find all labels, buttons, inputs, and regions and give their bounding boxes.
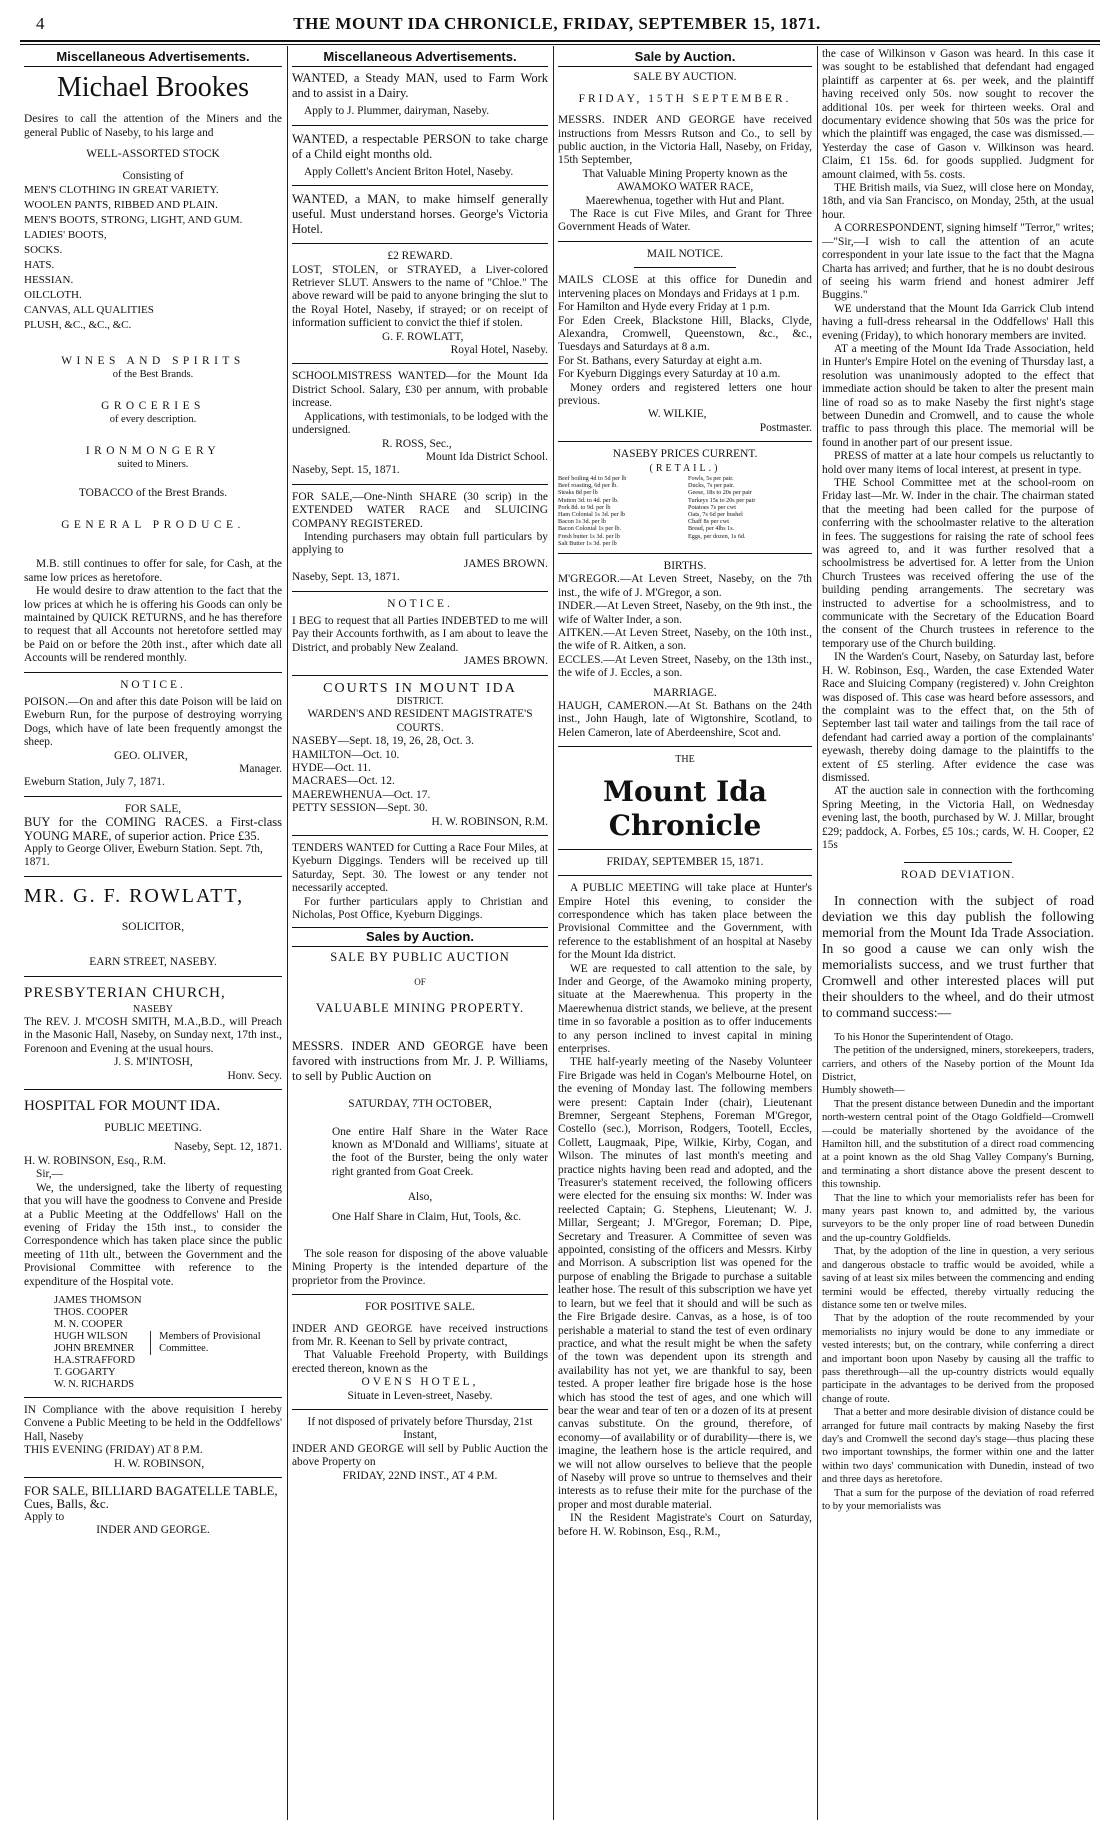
ad-heading: COURTS IN MOUNT IDA [323, 680, 517, 696]
ad-text: (RETAIL.) [649, 462, 721, 474]
ad-text: Applications, with testimonials, to be lodged with the undersigned. [292, 410, 548, 437]
ad-heading: WELL-ASSORTED STOCK [86, 148, 220, 161]
ad-text: Consisting of [122, 169, 184, 182]
court-date: NASEBY—Sept. 18, 19, 26, 28, Oct. 3. [292, 735, 474, 748]
ad-text: For further particulars apply to Christian and Nicholas, Post Office, Kyeburn Diggings. [292, 895, 548, 922]
ad-heading: SALE BY AUCTION. [633, 71, 737, 84]
signature: W. WILKIE, [648, 408, 707, 421]
ad-text: NASEBY [132, 1003, 173, 1015]
section-title: BIRTHS. [663, 560, 707, 572]
price-row: Bacon 1s 3d. per lb [558, 518, 606, 526]
column-rule [553, 46, 554, 1820]
birth-notice: INDER.—At Leven Street, Naseby, on the 9th inst., the wife of Walter Inder, a son. [558, 600, 812, 626]
ad-text: Desires to call the attention of the Miners and the general Public of Naseby, to his large and [24, 113, 282, 139]
ad-text: Money orders and registered letters one hour previous. [558, 381, 812, 407]
article-paragraph: IN the Resident Magistrate's Court on Saturday, before H. W. Robinson, Esq., R.M., [558, 1512, 812, 1538]
court-date: MAEREWHENUA—Oct. 17. [292, 788, 431, 801]
ad-heading: FOR SALE, BILLIARD BAGATELLE TABLE, Cues, Balls, &c. [24, 1482, 278, 1512]
ad-text: of the Best Brands. [112, 369, 194, 381]
column-2 [292, 48, 548, 1818]
ad-text: INDER AND GEORGE have received instructions from Mr. R. Keenan to Sell by private contract, [292, 1322, 548, 1348]
masthead-rule [20, 40, 1100, 45]
ad-heading: FRIDAY, 22ND INST., AT 4 P.M. [342, 1469, 498, 1482]
ad-text: The Race is cut Five Miles, and Grant for Three Government Heads of Water. [558, 208, 812, 234]
court-date: PETTY SESSION—Sept. 30. [292, 802, 428, 815]
section-header: Miscellaneous Advertisements. [24, 48, 282, 67]
article-paragraph: THE School Committee met at the school-room on Friday last—Mr. W. Inder in the chair. The chairman stated that the meeting had been called for the purpose of conferring with the schoolmaster relative to the alteration in fees. The suggestions for raising the rate of school fees was agreed to, and it was further resolved that a schoolmistress be advertised for. A letter from the Union Church Trustees was received offering the use of the building pending arrangements. The secretary was instructed to advertise for a schoolmistress, and to communicate with the Secretary of the Education Board the consent of the Church trustees in reference to the temporary use of the Church building. [822, 477, 1094, 650]
price-row: Fowls, 5s per pair. [688, 474, 734, 482]
column-rule [817, 46, 818, 1820]
article-paragraph: A PUBLIC MEETING will take place at Hunter's Empire Hotel this evening, to consider the correspondence which has taken place between the Provisional Committee and the Government, with reference to the establishment of an hospital at Naseby for the Mount Ida district. [558, 882, 812, 962]
ad-text: MESSRS. INDER AND GEORGE have been favored with instructions from Mr. J. P. Williams, to sell by Public Auction on [292, 1039, 548, 1084]
ad-text: Sir,— [36, 1168, 64, 1181]
ad-text: Apply Collett's Ancient Briton Hotel, Naseby. [304, 165, 514, 178]
article-paragraph: WE understand that the Mount Ida Garrick Club intend having a full-dress rehearsal in the Oddfellows' Hall this evening (Friday), to which honorary members are invited. [822, 302, 1094, 342]
ad-text: of every description. [109, 414, 197, 426]
notice-title: NOTICE. [120, 678, 186, 691]
memorial-text: Humbly showeth— [822, 1085, 905, 1097]
ad-heading: VALUABLE MINING PROPERTY. [315, 1000, 525, 1015]
article-paragraph: THE British mails, via Suez, will close here on Monday, 18th, and via San Francisco, on Monday, 25th, at the usual hour. [822, 182, 1094, 221]
ad-date: Naseby, Sept. 15, 1871. [292, 464, 400, 477]
section-title: NASEBY PRICES CURRENT. [612, 448, 758, 461]
ad-heading: SATURDAY, 7TH OCTOBER, [348, 1098, 492, 1111]
ad-heading: FOR POSITIVE SALE. [365, 1301, 475, 1314]
ad-heading: MR. G. F. ROWLATT, [24, 884, 245, 907]
committee-list [24, 1295, 282, 1391]
ad-text: Apply to George Oliver, Eweburn Station. Sept. 7th, 1871. [24, 843, 263, 869]
ad-text: FOR SALE,—One-Ninth SHARE (30 scrip) in the EXTENDED WATER RACE and SLUICING COMPANY REGISTERED. [292, 490, 548, 530]
signature-role: Mount Ida District School. [425, 450, 548, 463]
committee-member: M. N. COOPER [54, 1318, 123, 1330]
list-item: SOCKS. [24, 244, 63, 257]
list-item: MEN'S BOOTS, STRONG, LIGHT, AND GUM. [24, 214, 243, 227]
court-date: HAMILTON—Oct. 10. [292, 748, 400, 761]
price-row: Eggs, per dozen, 1s 6d. [688, 532, 746, 540]
ad-date: Naseby, Sept. 13, 1871. [292, 571, 400, 584]
section-title: MARRIAGE. [653, 686, 717, 699]
article-paragraph: THE half-yearly meeting of the Naseby Volunteer Fire Brigade was held in Cogan's Melbourne Hotel, on the evening of Monday last. The following members were present: Captain Inder (chair), Lieutenant Bremner, Sergeant Stephens, Foreman M'Gregor, Costello (sec.), Morrison, Rodgers, Tootell, Eccles, Collett, Laugmaak, Pipe, Wilkie, Kirby, Cogan, and Wilson. The minutes of last month's meeting and practice nights having been read and adopted, and the Treasurer's statement received, the following officers were elected for the ensuing six months: W. Inder was reelected Captain; G. Stephens, Lieutenant; W. J. Millar, Sergeant; J. M'Gregor, Foreman; D. Pipe, Secretary and Treasurer. A Committee of seven was appointed, consisting of the officers and Messrs. Kirby and Morrison. A subscription list was opened for the purpose of enabling the Brigade to purchase a suitable leather hose. The result of this subscription we have yet to learn, but we feel that it should and will be such as the Fire Brigade desire. Canvas, as a hose, is of too perishable a material to stand the test of even ordinary practice, and what the result might be when the safety of the town was dependent upon its strength and availability has not yet, we are thankful to say, been tested. A proper leather fire brigade hose is the hose which has stood the test of ages, and one which will bear the wear and tear of ten or a dozen of its at present canvas substitute. On the ground, therefore, of economy—of availability or of durability—there is, we imagine, the leathern hose is the article required, and we will not allow ourselves to believe that the people of Naseby will prove so untrue to themselves and their interests as to refuse their mite for the purchase of the proper and most durable material. [558, 1056, 812, 1511]
ad-text: If not disposed of privately before Thursday, 21st Instant, [307, 1416, 533, 1442]
article-title: ROAD DEVIATION. [900, 869, 1016, 882]
page-number: 4 [36, 14, 45, 33]
ad-date: Eweburn Station, July 7, 1871. [24, 776, 165, 789]
masthead [0, 14, 1114, 34]
ad-heading: GROCERIES [101, 399, 205, 412]
column-1 [24, 48, 282, 1818]
signature-role: Manager. [239, 762, 282, 775]
masthead-title: THE MOUNT IDA CHRONICLE, FRIDAY, SEPTEMBER 15, 1871. [293, 14, 821, 33]
court-date: HYDE—Oct. 11. [292, 762, 371, 775]
price-row: Beef boiling 4d to 5d per lb [558, 474, 627, 482]
ad-heading: OVENS HOTEL, [361, 1376, 479, 1389]
committee-member: H.A.STRAFFORD [54, 1354, 136, 1366]
price-row: Chaff 8s per cwt [688, 518, 729, 526]
list-item: WOOLEN PANTS, RIBBED AND PLAIN. [24, 199, 218, 212]
ad-text: Situate in Leven-street, Naseby. [347, 1389, 493, 1402]
signature: G. F. ROWLATT, [382, 330, 464, 343]
ad-text: SOLICITOR, [121, 920, 185, 933]
column-3 [558, 48, 812, 1818]
ad-text: Apply to J. Plummer, dairyman, Naseby. [304, 105, 490, 118]
list-item: PLUSH, &C., &C., &C. [24, 319, 132, 332]
ad-text: That Valuable Mining Property known as the [582, 167, 788, 180]
price-row: Mutton 3d. to 4d. per lb. [558, 496, 619, 504]
price-row: Geese, 18s to 20s per pair [688, 489, 752, 497]
ad-heading: SALE BY PUBLIC AUCTION [330, 949, 510, 964]
ad-text: M.B. still continues to offer for sale, for Cash, at the same low prices as heretofore. [24, 558, 282, 584]
ad-text: TOBACCO of the Brest Brands. [78, 487, 228, 500]
mail-line: MAILS CLOSE at this office for Dunedin and intervening places on Mondays and Fridays at 1 p.m. [558, 274, 812, 300]
ad-text: H. W. ROBINSON, Esq., R.M. [24, 1154, 167, 1167]
ad-text: suited to Miners. [117, 459, 189, 471]
ad-text: POISON.—On and after this date Poison will be laid on Eweburn Run, for the purpose of destroying worrying Dogs, which have of late been frequently amongst the sheep. [24, 695, 282, 749]
committee-member: HUGH WILSON [54, 1330, 128, 1342]
committee-label: Members of Provisional Committee. [150, 1331, 282, 1355]
ad-text: THIS EVENING (FRIDAY) AT 8 P.M. [24, 1444, 203, 1457]
article-paragraph: In connection with the subject of road deviation we this day publish the following memorial from the Mount Ida Trade Association. In so good a cause we can only wish the memorialists success, and we trust further that Cromwell and other interested places will put their shoulders to the wheel, and do their utmost to command success:— [822, 892, 1094, 1020]
ad-heading: IRONMONGERY [85, 444, 221, 457]
ad-text: INDER AND GEORGE. [96, 1524, 210, 1537]
signature-role: Postmaster. [759, 421, 812, 434]
article-paragraph: AT a meeting of the Mount Ida Trade Association, held in Hunter's Empire Hotel on the evening of Thursday last, a resolution was unanimously adopted to the effect that immediate action should be taken to alter the present main line of road so as to make Naseby the first night's stage between Dunedin and Cromwell, and to cause the whole traffic to pass through this place. The memorial will be found in another part of our present issue. [822, 342, 1094, 449]
price-row: Ducks, 7s per pair. [688, 482, 735, 490]
birth-notice: ECCLES.—At Leven Street, Naseby, on the 13th inst., the wife of J. Eccles, a son. [558, 653, 812, 680]
advertiser-name: Michael Brookes [56, 72, 250, 104]
signature-role: Royal Hotel, Naseby. [450, 344, 548, 357]
ad-text: MESSRS. INDER AND GEORGE have received instructions from Messrs Rutson and Co., to sell by public auction, in the Victoria Hall, Naseby, on Friday, 15th September, [558, 114, 812, 167]
ad-text: Also, [407, 1191, 433, 1204]
section-header: Sale by Auction. [558, 48, 812, 67]
ad-text: The REV. J. M'COSH SMITH, M.A.,B.D., will Preach in the Masonic Hall, Naseby, on Sunday next, 17th inst., Forenoon and Evening at the usual hours. [24, 1016, 282, 1055]
memorial-text: The petition of the undersigned, miners, storekeepers, traders, carriers, and others of the Naseby portion of the Mount Ida District, [822, 1045, 1094, 1083]
committee-member: T. GOGARTY [54, 1366, 116, 1378]
birth-notice: AITKEN.—At Leven Street, Naseby, on the 10th inst., the wife of R. Aitken, a son. [558, 627, 812, 653]
list-item: LADIES' BOOTS, [24, 229, 107, 242]
ad-heading: £2 REWARD. [387, 250, 453, 263]
ad-text: SCHOOLMISTRESS WANTED—for the Mount Ida District School. Salary, £30 per annum, with probable increase. [292, 370, 548, 410]
mail-line: For Eden Creek, Blackstone Hill, Blacks, Clyde, Alexandra, Cromwell, Queenstown, &c., &c., Tuesdays and Saturdays at 8 a.m. [558, 314, 812, 354]
committee-member: W. N. RICHARDS [54, 1378, 135, 1390]
ad-heading: PRESBYTERIAN CHURCH, [24, 984, 226, 1001]
ad-text: That Valuable Freehold Property, with Buildings erected thereon, known as the [292, 1349, 548, 1375]
ad-heading: AWAMOKO WATER RACE, [616, 181, 754, 194]
nameplate-prefix: THE [675, 754, 695, 766]
ad-text: BUY for the COMING RACES. a First-class YOUNG MARE, of superior action. Price £35. [24, 815, 282, 843]
list-item: HATS. [24, 259, 55, 272]
price-row: Salt Butter 1s 3d. per lb [558, 539, 617, 547]
ad-date: Naseby, Sept. 12, 1871. [174, 1141, 282, 1154]
article-paragraph: PRESS of matter at a late hour compels us reluctantly to hold over many items of local interest, at present in type. [822, 450, 1094, 476]
ad-text: INDER AND GEORGE will sell by Public Auction the above Property on [292, 1442, 548, 1469]
ad-text: EARN STREET, NASEBY. [89, 956, 217, 969]
price-row: Steaks 8d per lb [558, 489, 598, 497]
article-paragraph: the case of Wilkinson v Gason was heard. In this case it was sought to be established that defendant had engaged plaintiff as carpenter at 6s. per week, and the plaintiff having received only 50s. now sought to recover the additional 10s. per week for thirteen weeks. Oral and documentary evidence showing that 50s was the price for which the plaintiff was engaged, the case was dismissed.—Yesterday the case of Gason v. Wilkinson was heard. Claim, £1 15s. 6d. for goods supplied. Judgment for amount claimed, with 5s. costs. [822, 48, 1094, 181]
mail-line: For St. Bathans, every Saturday at eight a.m. [558, 354, 763, 367]
ad-text: One entire Half Share in the Water Race known as M'Donald and Williams', situate at the foot of the Burster, being the only water right granted from Goat Creek. [332, 1125, 548, 1178]
article-paragraph: IN the Warden's Court, Naseby, on Saturday last, before H. W. Robinson, Esq., Warden, the case Extended Water Race and Sluicing Company (registered) v. John Creighton was disposed of. This case was heard before assessors, and the complaint was to the effect that, on the 5th of September last tail water and tailings from the tail race of defendant had carried away a portion of the complainants' eyewash, thereby doing damage to the plaintiffs to the extent of £5 sterling. After evidence the case was dismissed. [822, 651, 1094, 784]
ad-text: We, the undersigned, take the liberty of requesting that you will have the goodness to Convene and Preside at a Public Meeting at the Oddfellows' Hall on the evening of Friday the 15th inst., to consider the Correspondence which has taken place since the public meeting of 11th ult., between the Government and the Provisional Committee with reference to the expenditure of the Hospital vote. [24, 1181, 282, 1288]
section-header: Sales by Auction. [292, 927, 548, 947]
list-item: CANVAS, ALL QUALITIES [24, 304, 154, 317]
memorial-text: That the present distance between Dunedin and the important north-western central point of the Otago Goldfield—Cromwell—could be materially shortened by the avoidance of the Hamilton hill, and the substitution of a direct road commencing at a point known as the old Shag Valley Company's Burning, and terminating a short distance above the present descent to this township. [822, 1098, 1094, 1191]
committee-member: JOHN BREMNER [54, 1342, 135, 1354]
price-row: Potatoes 7s per cwt [688, 503, 736, 511]
ad-text: LOST, STOLEN, or STRAYED, a Liver-colored Retriever SLUT. Answers to the name of "Chloe." The above reward will be paid to anyone bringing the slut to the Royal Hotel, Naseby, if strayed; or on receipt of information sufficient to convict the thief if stolen. [292, 263, 548, 330]
signature: H. W. ROBINSON, [114, 1457, 205, 1470]
section-header: Miscellaneous Advertisements. [292, 48, 548, 67]
ad-text: Maerewhenua, together with Hut and Plant. [585, 194, 785, 207]
ad-text: TENDERS WANTED for Cutting a Race Four Miles, at Kyeburn Diggings. Tenders will be received up till Saturday, Sept. 30. The lowest or any tender not necessarily accepted. [292, 842, 548, 895]
column-rule [287, 46, 288, 1820]
notice-title: NOTICE. [387, 597, 453, 610]
ad-text: DISTRICT. [396, 696, 444, 707]
ad-heading: WINES AND SPIRITS [61, 355, 245, 368]
signature: J. S. M'INTOSH, [114, 1056, 193, 1069]
memorial-text: That a better and more desirable division of distance could be arranged for future mail contracts by making Naseby the first day's and Cromwell the second day's stage—thus placing these two important townships, the former within one and the latter within two days' communication with Dunedin, instead of two and three days as heretofore. [822, 1407, 1094, 1486]
price-row: Beef roasting, 6d per lb. [558, 482, 618, 490]
price-row: Oats, 7s 6d per bushel [688, 510, 743, 518]
article-paragraph: WE are requested to call attention to the sale, by Inder and George, of the Awamoko mining property, situate at the Maerewhenua. This property in the Maerewhenua district stands, we believe, at the present time in so favorable a position as to offer inducements to any person inclined to invest capital in mining enterprises. [558, 962, 812, 1055]
mail-line: For Hamilton and Hyde every Friday at 1 p.m. [558, 301, 770, 314]
court-date: MACRAES—Oct. 12. [292, 775, 395, 788]
ad-text: WARDEN'S AND RESIDENT MAGISTRATE'S COURTS. [307, 708, 533, 734]
nameplate: Mount Ida Chronicle [603, 774, 767, 842]
ad-text: I BEG to request that all Parties INDEBTED to me will Pay their Accounts forthwith, as I am about to leave the District, and probably New Zealand. [292, 614, 548, 654]
price-row: Bacon Colonial 1s per lb. [558, 525, 622, 533]
memorial-text: That a sum for the purpose of the deviation of road referred to by your memorialists was [822, 1487, 1094, 1512]
mail-line: For Kyeburn Diggings every Saturday at 10 a.m. [558, 368, 781, 381]
ad-text: WANTED, a MAN, to make himself generally useful. Must understand horses. George's Victoria Hotel. [292, 192, 548, 237]
price-row: Turkeys 15s to 20s per pair [688, 496, 756, 504]
ad-text: WANTED, a respectable PERSON to take charge of a Child eight months old. [292, 131, 548, 161]
ad-heading: PUBLIC MEETING. [104, 1122, 202, 1135]
marriage-notice: HAUGH, CAMERON.—At St. Bathans on the 24th inst., John Haugh, late of Wigtonshire, Scotland, to Helen Cameron, late of Aberdeenshire, Scot and. [558, 700, 812, 739]
ad-text: OF [414, 977, 426, 988]
stock-list [24, 183, 282, 333]
list-item: HESSIAN. [24, 274, 74, 287]
memorial-text: That by the adoption of the route recommended by your memorialists no injury would be done to any immediate or vested interests; but, on the contrary, while conferring a direct and important boon upon Naseby by causing all the traffic to pass therethrough—all the up-country districts would equally participate in the advantages to be derived from the proposed change of route. [822, 1313, 1094, 1405]
committee-member: THOS. COOPER [54, 1306, 129, 1318]
list-item: MEN'S CLOTHING IN GREAT VARIETY. [24, 184, 219, 197]
price-row: Ham Colonial 1s 3d. per lb [558, 510, 626, 518]
ad-heading: FRIDAY, 15TH SEPTEMBER. [578, 92, 792, 105]
birth-notice: M'GREGOR.—At Leven Street, Naseby, on the 7th inst., the wife of J. M'Gregor, a son. [558, 573, 812, 599]
ad-text: The sole reason for disposing of the above valuable Mining Property is the intended departure of the proprietor from the Province. [292, 1247, 548, 1287]
ad-text: Apply to [24, 1510, 65, 1523]
memorial-address: To his Honor the Superintendent of Otago. [834, 1031, 1014, 1043]
price-row: Pork 8d. to 9d. per lb [558, 503, 611, 511]
ad-text: One Half Share in Claim, Hut, Tools, &c. [332, 1210, 522, 1223]
article-paragraph: A CORRESPONDENT, signing himself "Terror," writes;—"Sir,—I wish to call the attention of an acute correspondent in your late issue to the fact that the Magna Charta has arrived; and further, that he is no doubt desirous of seeing his warm friend and honest admirer Jeff Buggins." [822, 222, 1094, 302]
list-item: OILCLOTH. [24, 289, 82, 302]
signature: JAMES BROWN. [463, 655, 548, 668]
ad-heading: FOR SALE, [124, 802, 182, 815]
ad-heading: HOSPITAL FOR MOUNT IDA. [24, 1098, 221, 1115]
signature: GEO. OLIVER, [114, 749, 188, 762]
committee-member: JAMES THOMSON [54, 1294, 142, 1306]
ad-heading: GENERAL PRODUCE. [61, 518, 245, 531]
section-title: MAIL NOTICE. [646, 247, 724, 260]
signature: JAMES BROWN. [463, 557, 548, 570]
signature-role: Honv. Secy. [227, 1069, 282, 1082]
ad-text: Intending purchasers may obtain full particulars by applying to [292, 530, 548, 557]
ad-text: IN Compliance with the above requisition I hereby Convene a Public Meeting to be held in the Oddfellows' Hall, Naseby [24, 1403, 282, 1443]
signature: R. ROSS, Sec., [382, 437, 452, 450]
signature: H. W. ROBINSON, R.M. [431, 815, 548, 828]
memorial-text: That the line to which your memorialists refer has been for many years past known to, and admitted by, the various surveyors to be the only proper line of road between Dunedin and the up-country Goldfields. [822, 1192, 1094, 1244]
price-row: Fresh butter 1s 3d. per lb [558, 532, 620, 540]
price-table [558, 475, 812, 547]
ad-text: WANTED, a Steady MAN, used to Farm Work and to assist in a Dairy. [292, 71, 548, 101]
edition-date: FRIDAY, SEPTEMBER 15, 1871. [606, 855, 764, 868]
price-row: Bread, per 4lbs 1s. [688, 525, 735, 533]
memorial-text: That, by the adoption of the line in question, a very serious and dangerous obstacle to traffic would be avoided, while a saving of at least six miles between the commencing and ending termini would be effected, thereby virtually reducing the distance some ten or twelve miles. [822, 1246, 1094, 1311]
column-4 [822, 48, 1094, 1818]
ad-text: He would desire to draw attention to the fact that the low prices at which he is offering his Goods can only be maintained by QUICK RETURNS, and he has therefore to request that all Accounts not heretofore settled may be Paid on or before the 20th inst., after which date all Accounts will be rendered monthly. [24, 585, 282, 665]
article-paragraph: AT the auction sale in connection with the forthcoming Spring Meeting, in the Victoria Hall, on Wednesday evening last, the booth, purchased by W. J. Millar, brought £29; paddock, A. Forbes, £5 10s.; cards, W. H. Cooper, £2 15s [822, 785, 1094, 851]
